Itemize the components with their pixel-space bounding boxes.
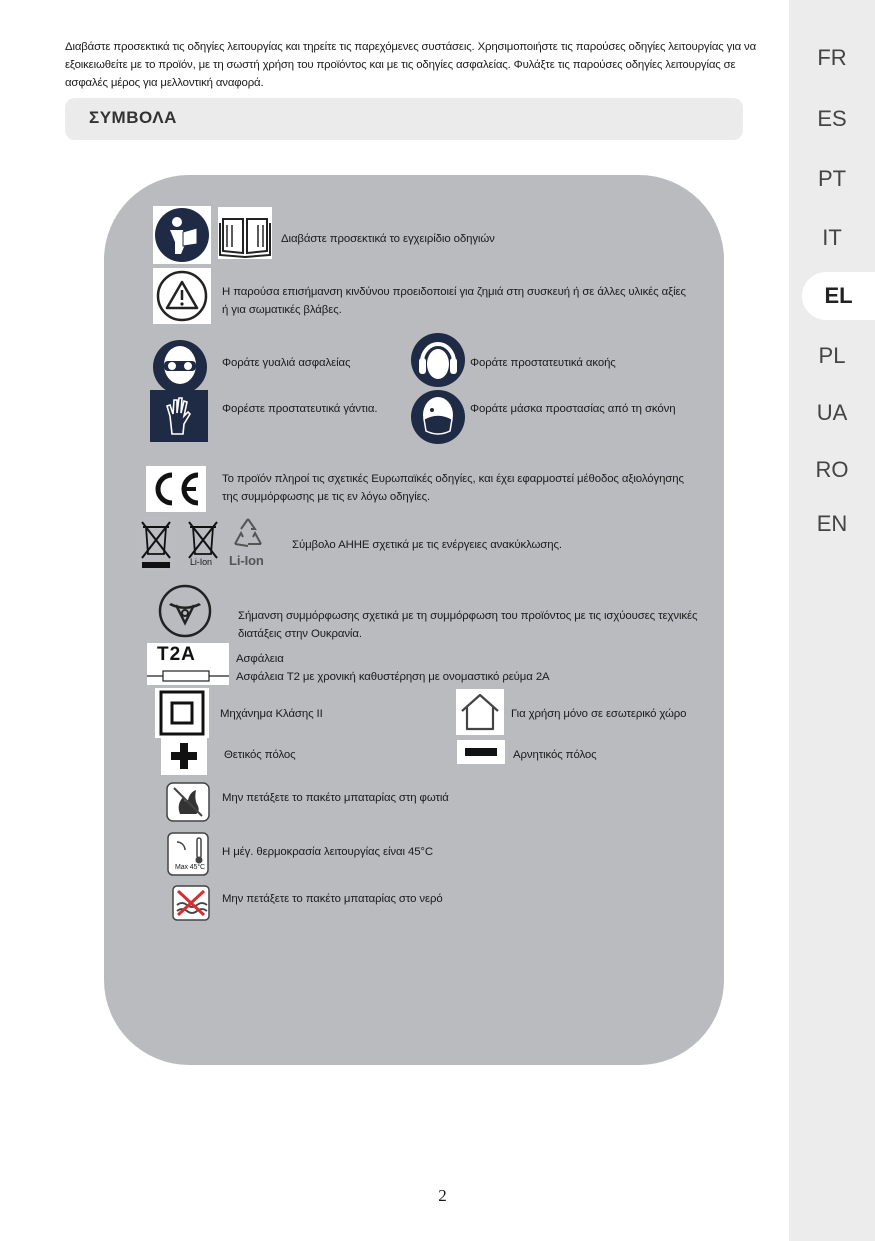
recycle-liion-text: Li-Ion (229, 553, 264, 568)
negative-label: Αρνητικός πόλος (513, 749, 597, 761)
gloves-label: Φορέστε προστατευτικά γάντια. (222, 403, 378, 415)
language-tab-ua[interactable]: UA (816, 400, 848, 425)
section-title: ΣΥΜΒΟΛΑ (89, 108, 177, 127)
positive-label: Θετικός πόλος (224, 749, 296, 761)
language-tab-es[interactable]: ES (817, 106, 847, 131)
ukraine-label: Σήμανση συμμόρφωσης σχετικά με τη συμμόρφωση του προϊόντος με τις ισχύουσες τεχνικές διατάξεις στην Ουκρανία. (238, 610, 698, 640)
intro-paragraph: Διαβάστε προσεκτικά τις οδηγίες λειτουργίας και τηρείτε τις παρεχόμενες συστάσεις. Χρησιμοποιήστε τις παρούσες οδηγίες λειτουργίας για να εξοικειωθείτε με το προϊόν, με τη σωστή χρήση του προϊόντος και με τις οδηγίες ασφαλείας. Φυλάξτε τις παρούσες οδηγίες λειτουργίας σε ασφαλές μέρος για μελλοντική αναφορά. (65, 41, 757, 89)
no-fire-label: Μην πετάξετε το πακέτο μπαταρίας στη φωτιά (222, 792, 449, 804)
max-temp-icon-text: Max 45°C (175, 864, 206, 871)
language-tab-el[interactable]: EL (802, 272, 875, 320)
max-temp-label: Η μέγ. θερμοκρασία λειτουργίας είναι 45°C (222, 846, 434, 858)
language-tab-pl[interactable]: PL (818, 343, 846, 368)
language-tab-ro[interactable]: RO (815, 457, 849, 482)
ce-label: Το προϊόν πληροί τις σχετικές Ευρωπαϊκές οδηγίες, και έχει εφαρμοστεί μέθοδος αξιολόγησης της συμμόρφωσης με τις εν λόγω οδηγίες. (222, 473, 684, 503)
class-ii-label: Μηχάνημα Κλάσης II (220, 708, 323, 720)
fuse-desc-label: Ασφάλεια T2 με χρονική καθυστέρηση με ονομαστικό ρεύμα 2A (236, 671, 550, 683)
indoor-label: Για χρήση μόνο σε εσωτερικό χώρο (511, 708, 687, 720)
weee-liion-text: Li-Ion (190, 557, 212, 567)
language-tab-fr[interactable]: FR (817, 45, 847, 70)
warning-label: Η παρούσα επισήμανση κινδύνου προειδοποιεί για ζημιά στη συσκευή ή σε άλλες υλικές αξίες ή για σωματικές βλάβες. (222, 286, 686, 316)
language-sidebar (789, 0, 875, 1241)
dust-mask-label: Φοράτε μάσκα προστασίας από τη σκόνη (470, 403, 676, 415)
goggles-label: Φοράτε γυαλιά ασφαλείας (222, 357, 351, 369)
language-tab-pt[interactable]: PT (817, 166, 847, 191)
fuse-mark-text: T2A (157, 644, 196, 665)
language-tab-en[interactable]: EN (816, 511, 848, 536)
read-manual-label: Διαβάστε προσεκτικά το εγχειρίδιο οδηγιών (281, 233, 495, 245)
ear-protection-label: Φοράτε προστατευτικά ακοής (470, 357, 616, 369)
fuse-title-label: Ασφάλεια (236, 653, 284, 665)
language-tab-it[interactable]: IT (822, 225, 842, 250)
no-water-label: Μην πετάξετε το πακέτο μπαταρίας στο νερό (222, 893, 443, 905)
page-number: 2 (438, 1186, 447, 1205)
weee-label: Σύμβολο ΑΗΗΕ σχετικά με τις ενέργειες ανακύκλωσης. (292, 539, 562, 551)
